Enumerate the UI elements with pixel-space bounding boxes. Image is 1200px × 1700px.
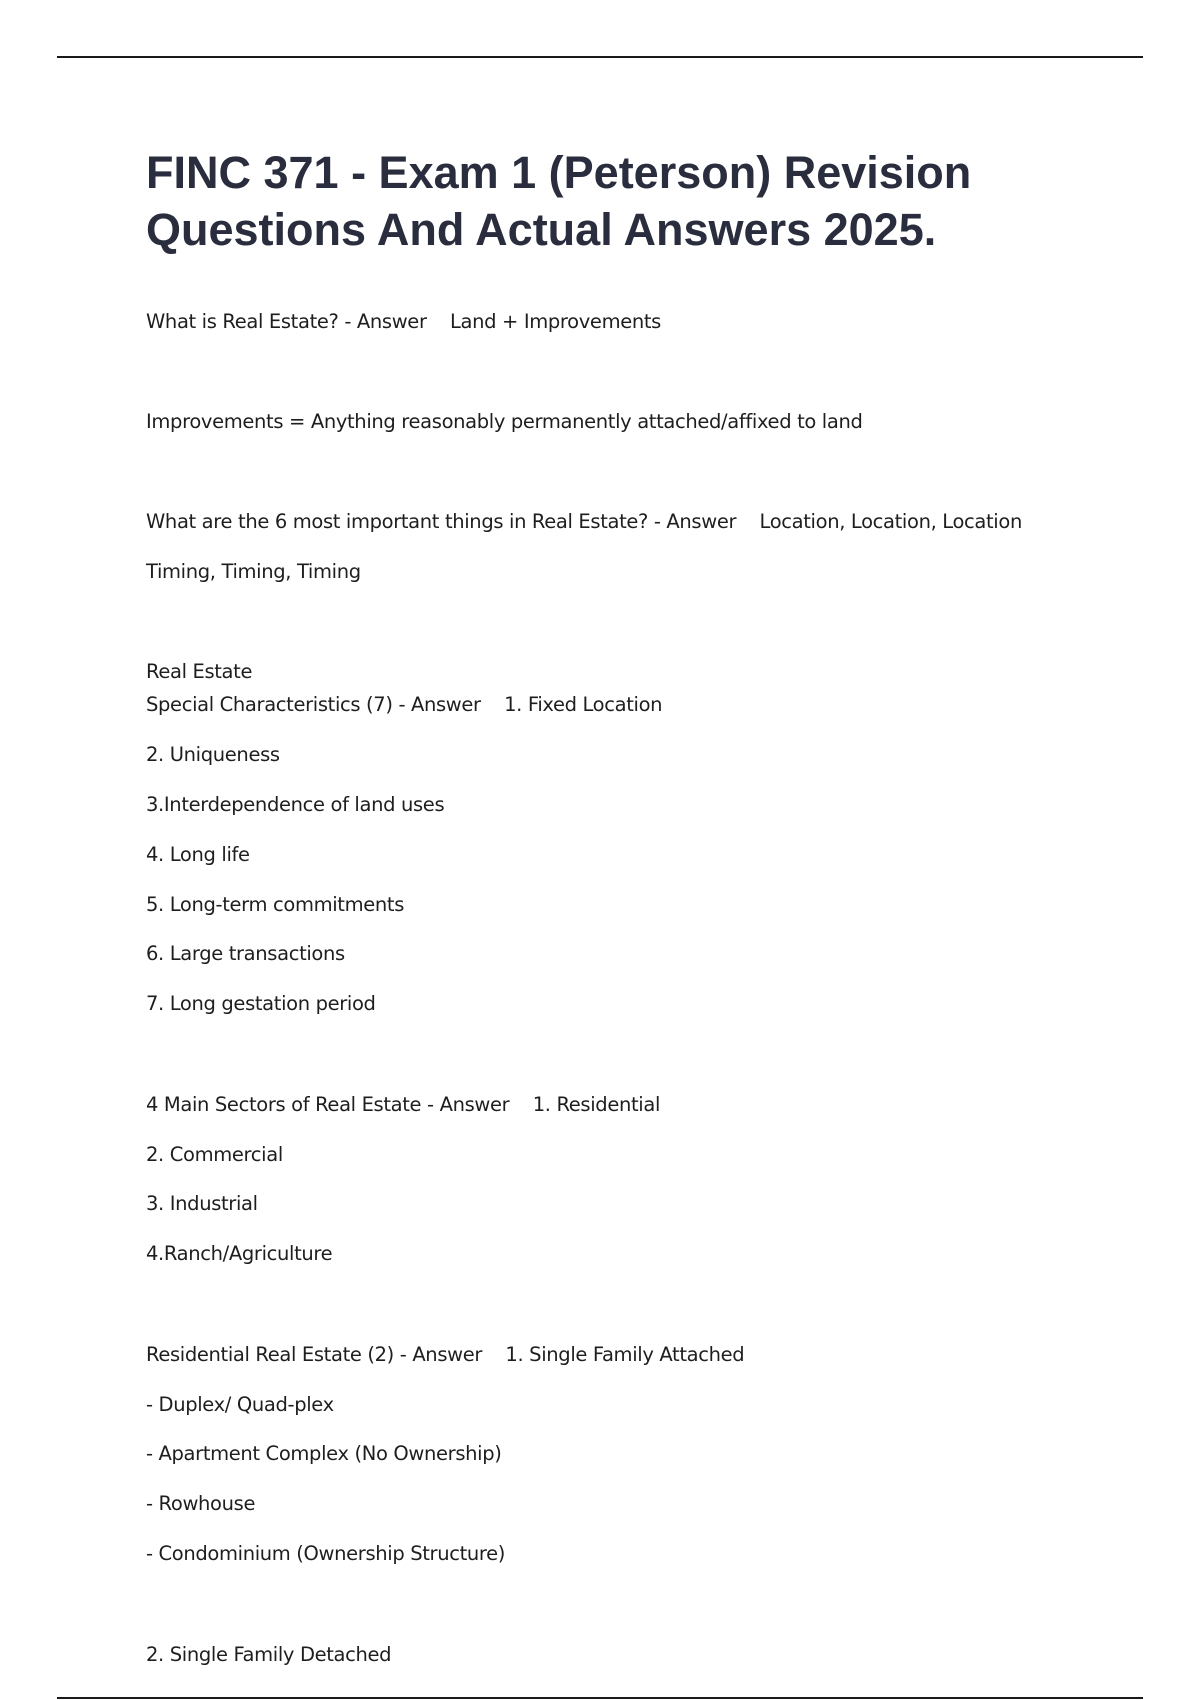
qa-special-characteristics: Special Characteristics (7) - Answer 1. Fixed Location [146,693,663,716]
list-item: 4. Long life [146,843,250,866]
title-line-2: Questions And Actual Answers 2025. [146,204,937,255]
title-line-1: FINC 371 - Exam 1 (Peterson) Revision [146,147,972,198]
qa-main-sectors: 4 Main Sectors of Real Estate - Answer 1. Residential [146,1093,661,1116]
bottom-divider [57,1697,1143,1699]
list-item: - Rowhouse [146,1492,256,1515]
list-item: - Apartment Complex (No Ownership) [146,1442,502,1465]
list-item: 3.Interdependence of land uses [146,793,445,816]
list-item: 2. Uniqueness [146,743,280,766]
document-title [146,144,1106,258]
top-divider [57,56,1143,58]
list-item: 3. Industrial [146,1192,258,1215]
question-line: Real Estate [146,660,253,683]
improvements-definition: Improvements = Anything reasonably permanently attached/affixed to land [146,410,863,433]
list-item: 6. Large transactions [146,942,345,965]
list-item: 2. Commercial [146,1143,283,1166]
list-item: 7. Long gestation period [146,992,376,1015]
answer-continuation-line: Timing, Timing, Timing [146,560,361,583]
list-item: 4.Ranch/Agriculture [146,1242,333,1265]
qa-six-important-things: What are the 6 most important things in Real Estate? - Answer Location, Location, Location [146,510,1022,533]
list-item: 5. Long-term commitments [146,893,405,916]
list-item: - Duplex/ Quad-plex [146,1393,334,1416]
qa-real-estate-definition: What is Real Estate? - Answer Land + Improvements [146,310,661,333]
list-item: - Condominium (Ownership Structure) [146,1542,506,1565]
qa-residential-real-estate: Residential Real Estate (2) - Answer 1. Single Family Attached [146,1343,745,1366]
list-item: 2. Single Family Detached [146,1643,392,1666]
